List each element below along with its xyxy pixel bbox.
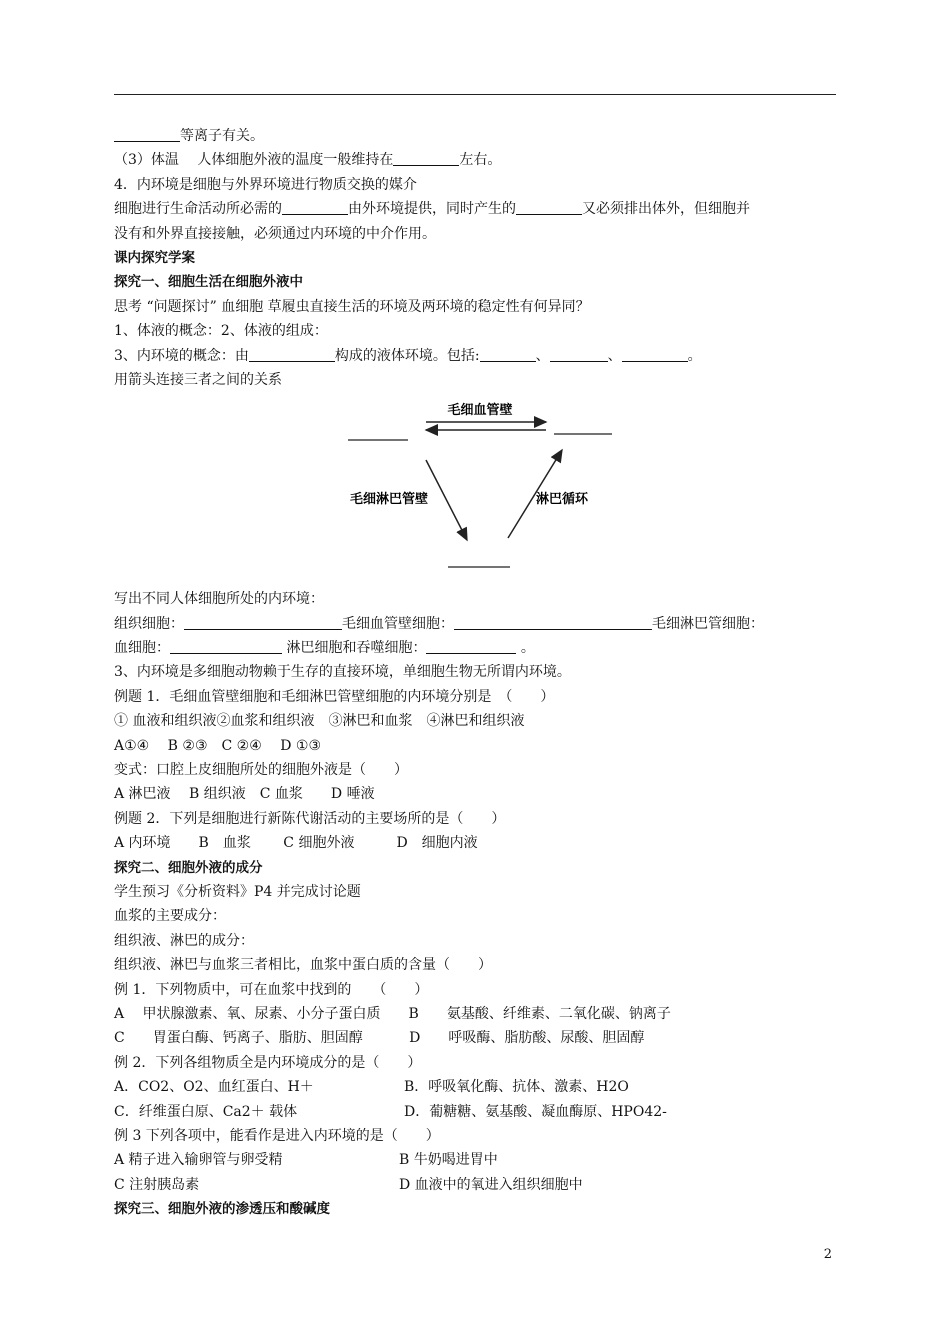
fill-blank[interactable] [184, 614, 342, 630]
label-capillary-wall: 毛细血管壁 [447, 403, 513, 419]
section-heading: 探究一、细胞生活在细胞外液中 [114, 274, 303, 291]
fill-blank[interactable] [393, 150, 459, 166]
text-line: 血浆的主要成分： [114, 908, 226, 925]
text-line: C 注射胰岛素 D 血液中的氧进入组织细胞中 [114, 1176, 583, 1193]
section-heading: 探究三、细胞外液的渗透压和酸碱度 [114, 1201, 330, 1218]
text-line: C．纤维蛋白原、Ca2＋ 载体 D．葡糖糖、氨基酸、凝血酶原、HPO42- [114, 1103, 667, 1120]
diagram-svg [114, 392, 838, 587]
fill-blank[interactable] [516, 199, 582, 215]
text-line: 例 3 下列各项中，能看作是进入内环境的是（ ） [114, 1127, 440, 1144]
text-line: 写出不同人体细胞所处的内环境： [114, 591, 324, 608]
fill-blank[interactable] [622, 346, 688, 362]
text-line: ① 血液和组织液②血浆和组织液 ③淋巴和血浆 ④淋巴和组织液 [114, 713, 525, 730]
header-rule [114, 94, 836, 95]
text-line: 例题 2．下列是细胞进行新陈代谢活动的主要场所的是（ ） [114, 810, 506, 827]
fill-blank[interactable] [282, 199, 348, 215]
text-line: 细胞进行生命活动所必需的 由外环境提供，同时产生的 又必须排出体外，但细胞并 [114, 201, 750, 218]
section-heading: 探究二、细胞外液的成分 [114, 859, 263, 876]
text-line: 1、体液的概念：2、体液的组成： [114, 323, 328, 340]
text-line: 例题 1．毛细血管壁细胞和毛细淋巴管壁细胞的内环境分别是 （ ） [114, 688, 555, 705]
text-line: 血细胞： 淋巴细胞和吞噬细胞： 。 [114, 640, 535, 657]
fill-blank[interactable] [550, 346, 608, 362]
fill-blank[interactable] [114, 126, 180, 142]
text-line: 没有和外界直接接触，必须通过内环境的中介作用。 [114, 225, 436, 242]
text-line: A 甲状腺激素、氧、尿素、小分子蛋白质 B 氨基酸、纤维素、二氧化碳、钠离子 [114, 1005, 671, 1022]
fill-blank[interactable] [249, 346, 335, 362]
text-line: A 精子进入输卵管与卵受精 B 牛奶喝进胃中 [114, 1152, 498, 1169]
text-line: 3、内环境的概念：由 构成的液体环境。包括: 、 、 。 [114, 347, 702, 364]
text-line: 组织液、淋巴的成分： [114, 932, 254, 949]
text-line: 例 2．下列各组物质全是内环境成分的是（ ） [114, 1054, 422, 1071]
text-line: 学生预习《分析资料》P4 并完成讨论题 [114, 883, 361, 900]
text-line: 用箭头连接三者之间的关系 [114, 371, 282, 388]
fill-blank[interactable] [454, 614, 652, 630]
text-line: C 胃蛋白酶、钙离子、脂肪、胆固醇 D 呼吸酶、脂肪酸、尿酸、胆固醇 [114, 1030, 645, 1047]
text-line: 变式：口腔上皮细胞所处的细胞外液是（ ） [114, 762, 408, 779]
relationship-diagram [114, 392, 838, 587]
text-line: A 淋巴液 B 组织液 C 血浆 D 唾液 [114, 786, 375, 803]
text-line: 思考 “问题探讨” 血细胞 草履虫直接生活的环境及两环境的稳定性有何异同？ [114, 298, 590, 315]
text-line: A．CO2、O2、血红蛋白、H＋ B．呼吸氧化酶、抗体、激素、H2O [114, 1079, 629, 1096]
page-number: 2 [823, 1247, 832, 1262]
text-line: 组织细胞： 毛细血管壁细胞： 毛细淋巴管细胞： [114, 615, 764, 632]
text-line: 组织液、淋巴与血浆三者相比，血浆中蛋白质的含量（ ） [114, 957, 492, 974]
text-line: （3）体温 人体细胞外液的温度一般维持在 左右。 [114, 152, 502, 169]
document-body [114, 124, 838, 1221]
fill-blank[interactable] [170, 638, 282, 654]
text-line: 例 1．下列物质中，可在血浆中找到的 （ ） [114, 981, 429, 998]
label-lymph-capillary-wall: 毛细淋巴管壁 [350, 492, 429, 508]
arrow-down-left [426, 460, 467, 540]
label-lymph-circulation: 淋巴循环 [536, 492, 589, 508]
fill-blank[interactable] [480, 346, 536, 362]
text-line: A 内环境 B 血浆 C 细胞外液 D 细胞内液 [114, 835, 478, 852]
text-line: 3、内环境是多细胞动物赖于生存的直接环境，单细胞生物无所谓内环境。 [114, 664, 571, 681]
fill-blank[interactable] [426, 638, 516, 654]
section-heading: 课内探究学案 [114, 249, 195, 266]
text-line: 等离子有关。 [114, 124, 838, 148]
text-line: A①④ B ②③ C ②④ D ①③ [114, 737, 321, 754]
text-line: 4．内环境是细胞与外界环境进行物质交换的媒介 [114, 176, 417, 193]
